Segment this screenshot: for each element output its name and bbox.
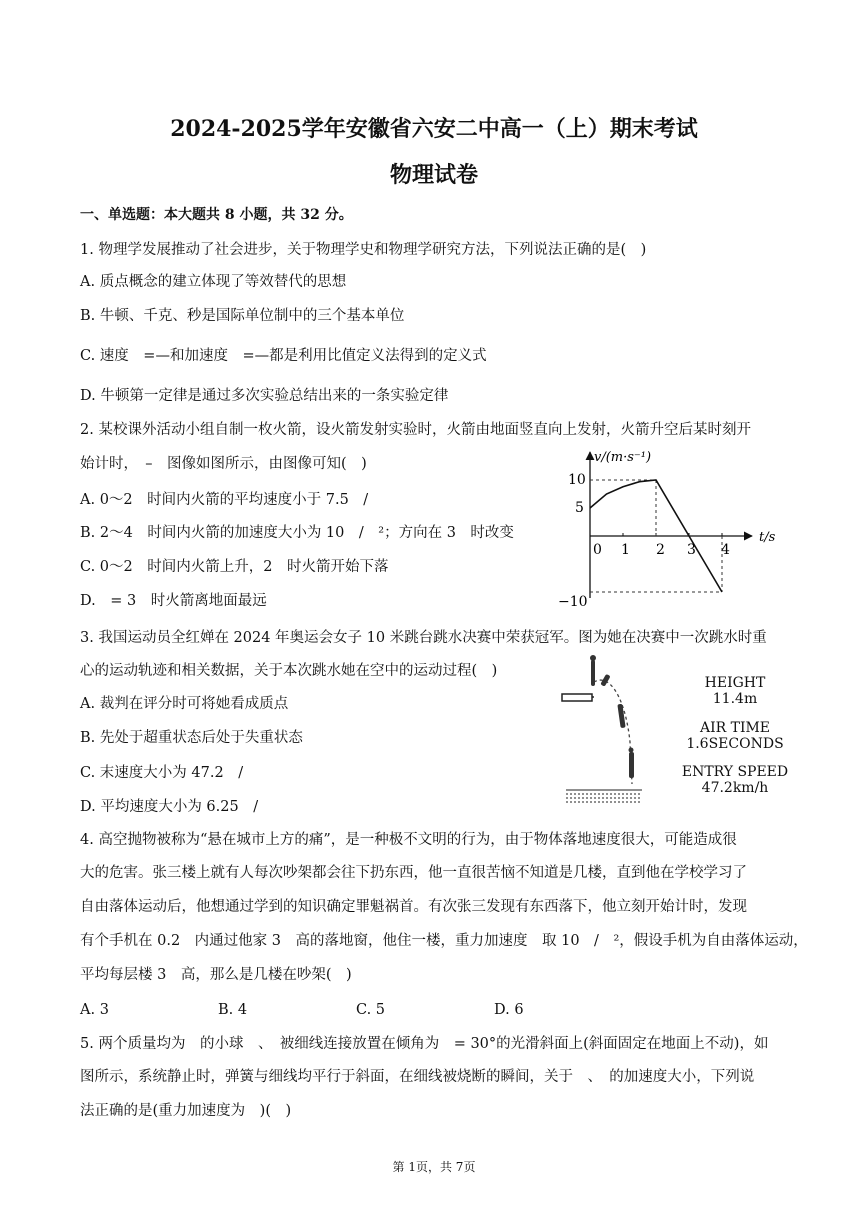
- question-4-option-b: B. 4: [218, 1002, 248, 1018]
- question-1-option-a: A. 质点概念的建立体现了等效替代的思想: [80, 274, 347, 290]
- entry-speed-value: 47.2km/h: [701, 780, 769, 796]
- air-time-value: 1.6SECONDS: [686, 736, 784, 752]
- page-footer: 第 1页，共 7页: [392, 1160, 476, 1174]
- x-tick-4: 4: [721, 542, 730, 558]
- x-axis-label: t/s: [759, 530, 776, 545]
- question-1-option-b: B. 牛顿、千克、秒是国际单位制中的三个基本单位: [80, 308, 405, 324]
- velocity-time-graph: [538, 444, 798, 616]
- question-3-stem-line1: 3. 我国运动员全红婵在 2024 年奥运会女子 10 米跳台跳水决赛中荣获冠军。图为她在决赛中一次跳水时重: [80, 630, 767, 646]
- question-3-option-a: A. 裁判在评分时可将她看成质点: [80, 696, 289, 712]
- question-5-line1: 5. 两个质量均为 的小球 、 被细线连接放置在倾角为 = 30°的光滑斜面上(斜面固定在地面上不动)，如: [80, 1036, 769, 1052]
- question-2-option-d: D. = 3 时火箭离地面最远: [80, 593, 267, 609]
- y-tick-5: 5: [575, 500, 584, 516]
- question-4-line1: 4. 高空抛物被称为“悬在城市上方的痛”，是一种极不文明的行为，由于物体落地速度很大，可能造成很: [80, 832, 737, 848]
- trajectory-curve: [594, 680, 632, 784]
- question-2-stem-line1: 2. 某校课外活动小组自制一枚火箭，设火箭发射实验时，火箭由地面竖直向上发射，火箭升空后某时刻开: [80, 422, 751, 438]
- y-axis-label: v/(m·s⁻¹): [594, 450, 652, 465]
- x-tick-3: 3: [687, 542, 696, 558]
- question-3-stem-line2: 心的运动轨迹和相关数据，关于本次跳水她在空中的运动过程( ): [80, 663, 498, 679]
- question-4-line5: 平均每层楼 3 高，那么是几楼在吵架( ): [80, 967, 352, 983]
- section-heading: 一、单选题：本大题共 8 小题，共 32 分。: [80, 207, 353, 223]
- water-surface: [566, 790, 642, 802]
- question-3-option-b: B. 先处于超重状态后处于失重状态: [80, 730, 303, 746]
- question-2-stem-line2: 始计时， – 图像如图所示，由图像可知( ): [80, 456, 367, 472]
- question-2-option-b: B. 2～4 时间内火箭的加速度大小为 10 / ²；方向在 3 时改变: [80, 525, 514, 541]
- diving-platform: [562, 694, 592, 701]
- y-tick-neg10: −10: [558, 594, 588, 610]
- question-3-option-c: C. 末速度大小为 47.2 /: [80, 765, 244, 781]
- question-5-line3: 法正确的是(重力加速度为 )( ): [80, 1103, 292, 1119]
- x-tick-2: 2: [656, 542, 665, 558]
- question-1-option-c: C. 速度 =—和加速度 =—都是利用比值定义法得到的定义式: [80, 348, 487, 364]
- question-4-line4: 有个手机在 0.2 内通过他家 3 高的落地窗，他住一楼，重力加速度 取 10 / ²，假设手机为自由落体运动，: [80, 933, 808, 949]
- x-tick-0: 0: [593, 542, 602, 558]
- question-2-option-c: C. 0～2 时间内火箭上升，2 时火箭开始下落: [80, 559, 389, 575]
- question-4-option-a: A. 3: [80, 1002, 109, 1018]
- question-4-options: [80, 1000, 632, 1020]
- question-4-line2: 大的危害。张三楼上就有人每次吵架都会往下扔东西，他一直很苦恼不知道是几楼，直到他在学校学习了: [80, 865, 747, 881]
- question-4-option-d: D. 6: [494, 1002, 524, 1018]
- question-5-line2: 图所示，系统静止时，弹簧与细线均平行于斜面，在细线被烧断的瞬间，关于 、 的加速度大小，下列说: [80, 1069, 755, 1085]
- height-label: HEIGHT: [704, 675, 766, 691]
- air-time-label: AIR TIME: [699, 720, 771, 736]
- x-tick-1: 1: [621, 542, 630, 558]
- diving-trajectory-figure: [556, 652, 656, 808]
- height-value: 11.4m: [712, 691, 758, 707]
- entry-speed-label: ENTRY SPEED: [681, 764, 789, 780]
- question-1-stem: 1. 物理学发展推动了社会进步，关于物理学史和物理学研究方法，下列说法正确的是( ): [80, 242, 647, 258]
- question-4-option-c: C. 5: [356, 1002, 386, 1018]
- y-tick-10: 10: [568, 472, 586, 488]
- page-subtitle: 物理试卷: [389, 162, 478, 188]
- page-title: 2024-2025学年安徽省六安二中高一（上）期末考试: [170, 116, 698, 142]
- question-2-option-a: A. 0～2 时间内火箭的平均速度小于 7.5 /: [80, 492, 369, 508]
- question-1-option-d: D. 牛顿第一定律是通过多次实验总结出来的一条实验定律: [80, 388, 449, 404]
- diver-figures: [590, 655, 634, 778]
- question-3-option-d: D. 平均速度大小为 6.25 /: [80, 799, 259, 815]
- question-4-line3: 自由落体运动后，他想通过学到的知识确定罪魁祸首。有次张三发现有东西落下，他立刻开始计时，发现: [80, 899, 747, 915]
